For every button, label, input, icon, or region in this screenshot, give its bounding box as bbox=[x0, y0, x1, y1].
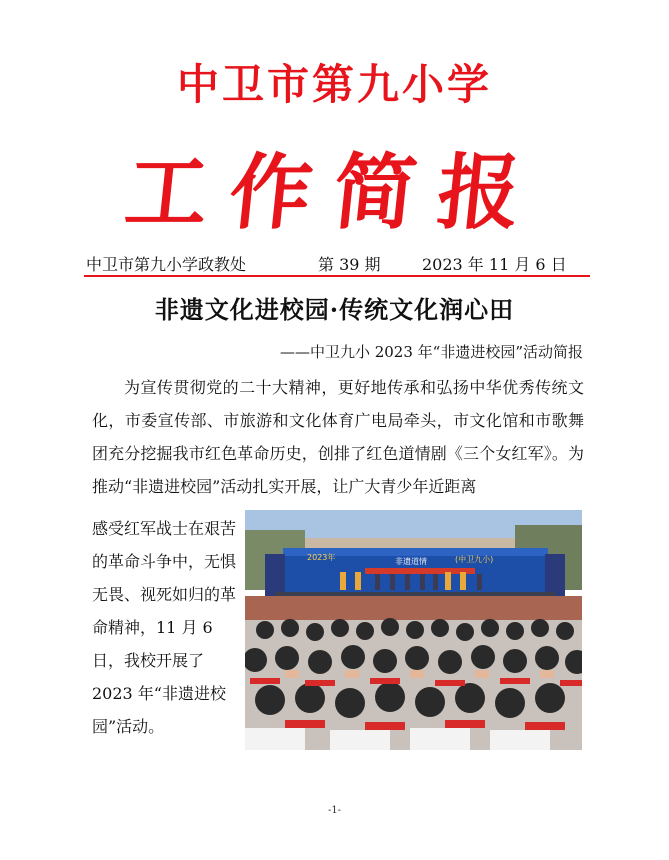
article-paragraph: 为宣传贯彻党的二十大精神，更好地传承和弘扬中华优秀传统文化，市委宣传部、市旅游和文化体育广电局牵头，市文化馆和市歌舞团充分挖掘我市红色革命历史，创排了红色道情剧《三个女红军》。为推动“非遗进校园”活动扎实开展，让广大青少年近距离 bbox=[92, 378, 584, 496]
article-paragraph-continued: 感受红军战士在艰苦的革命斗争中，无惧无畏、视死如归的革命精神，11 月 6 日，我校开展了 2023 年“非遗进校园”活动。 bbox=[92, 519, 237, 736]
department-label: 中卫市第九小学政教处 bbox=[86, 255, 247, 274]
article-title: 非遗文化进校园·传统文化润心田 bbox=[154, 295, 515, 324]
page-number: -1- bbox=[327, 805, 342, 816]
issue-info-line bbox=[86, 252, 586, 275]
stage-banner-right: (中卫九小) bbox=[455, 555, 494, 564]
school-name: 中卫市第九小学 bbox=[176, 60, 492, 109]
article-subtitle: ——中卫九小 2023 年“非遗进校园”活动简报 bbox=[279, 343, 583, 361]
header-divider bbox=[84, 275, 590, 277]
event-photo-illustration bbox=[245, 510, 582, 750]
event-photo bbox=[245, 510, 582, 750]
issue-number: 第 39 期 bbox=[318, 255, 381, 274]
issue-date: 2023 年 11 月 6 日 bbox=[422, 255, 567, 274]
stage-banner-left: 2023年 bbox=[307, 553, 336, 562]
bulletin-title: 工作简报 bbox=[120, 146, 547, 241]
stage-banner-center: 非遗道情 bbox=[395, 557, 427, 566]
